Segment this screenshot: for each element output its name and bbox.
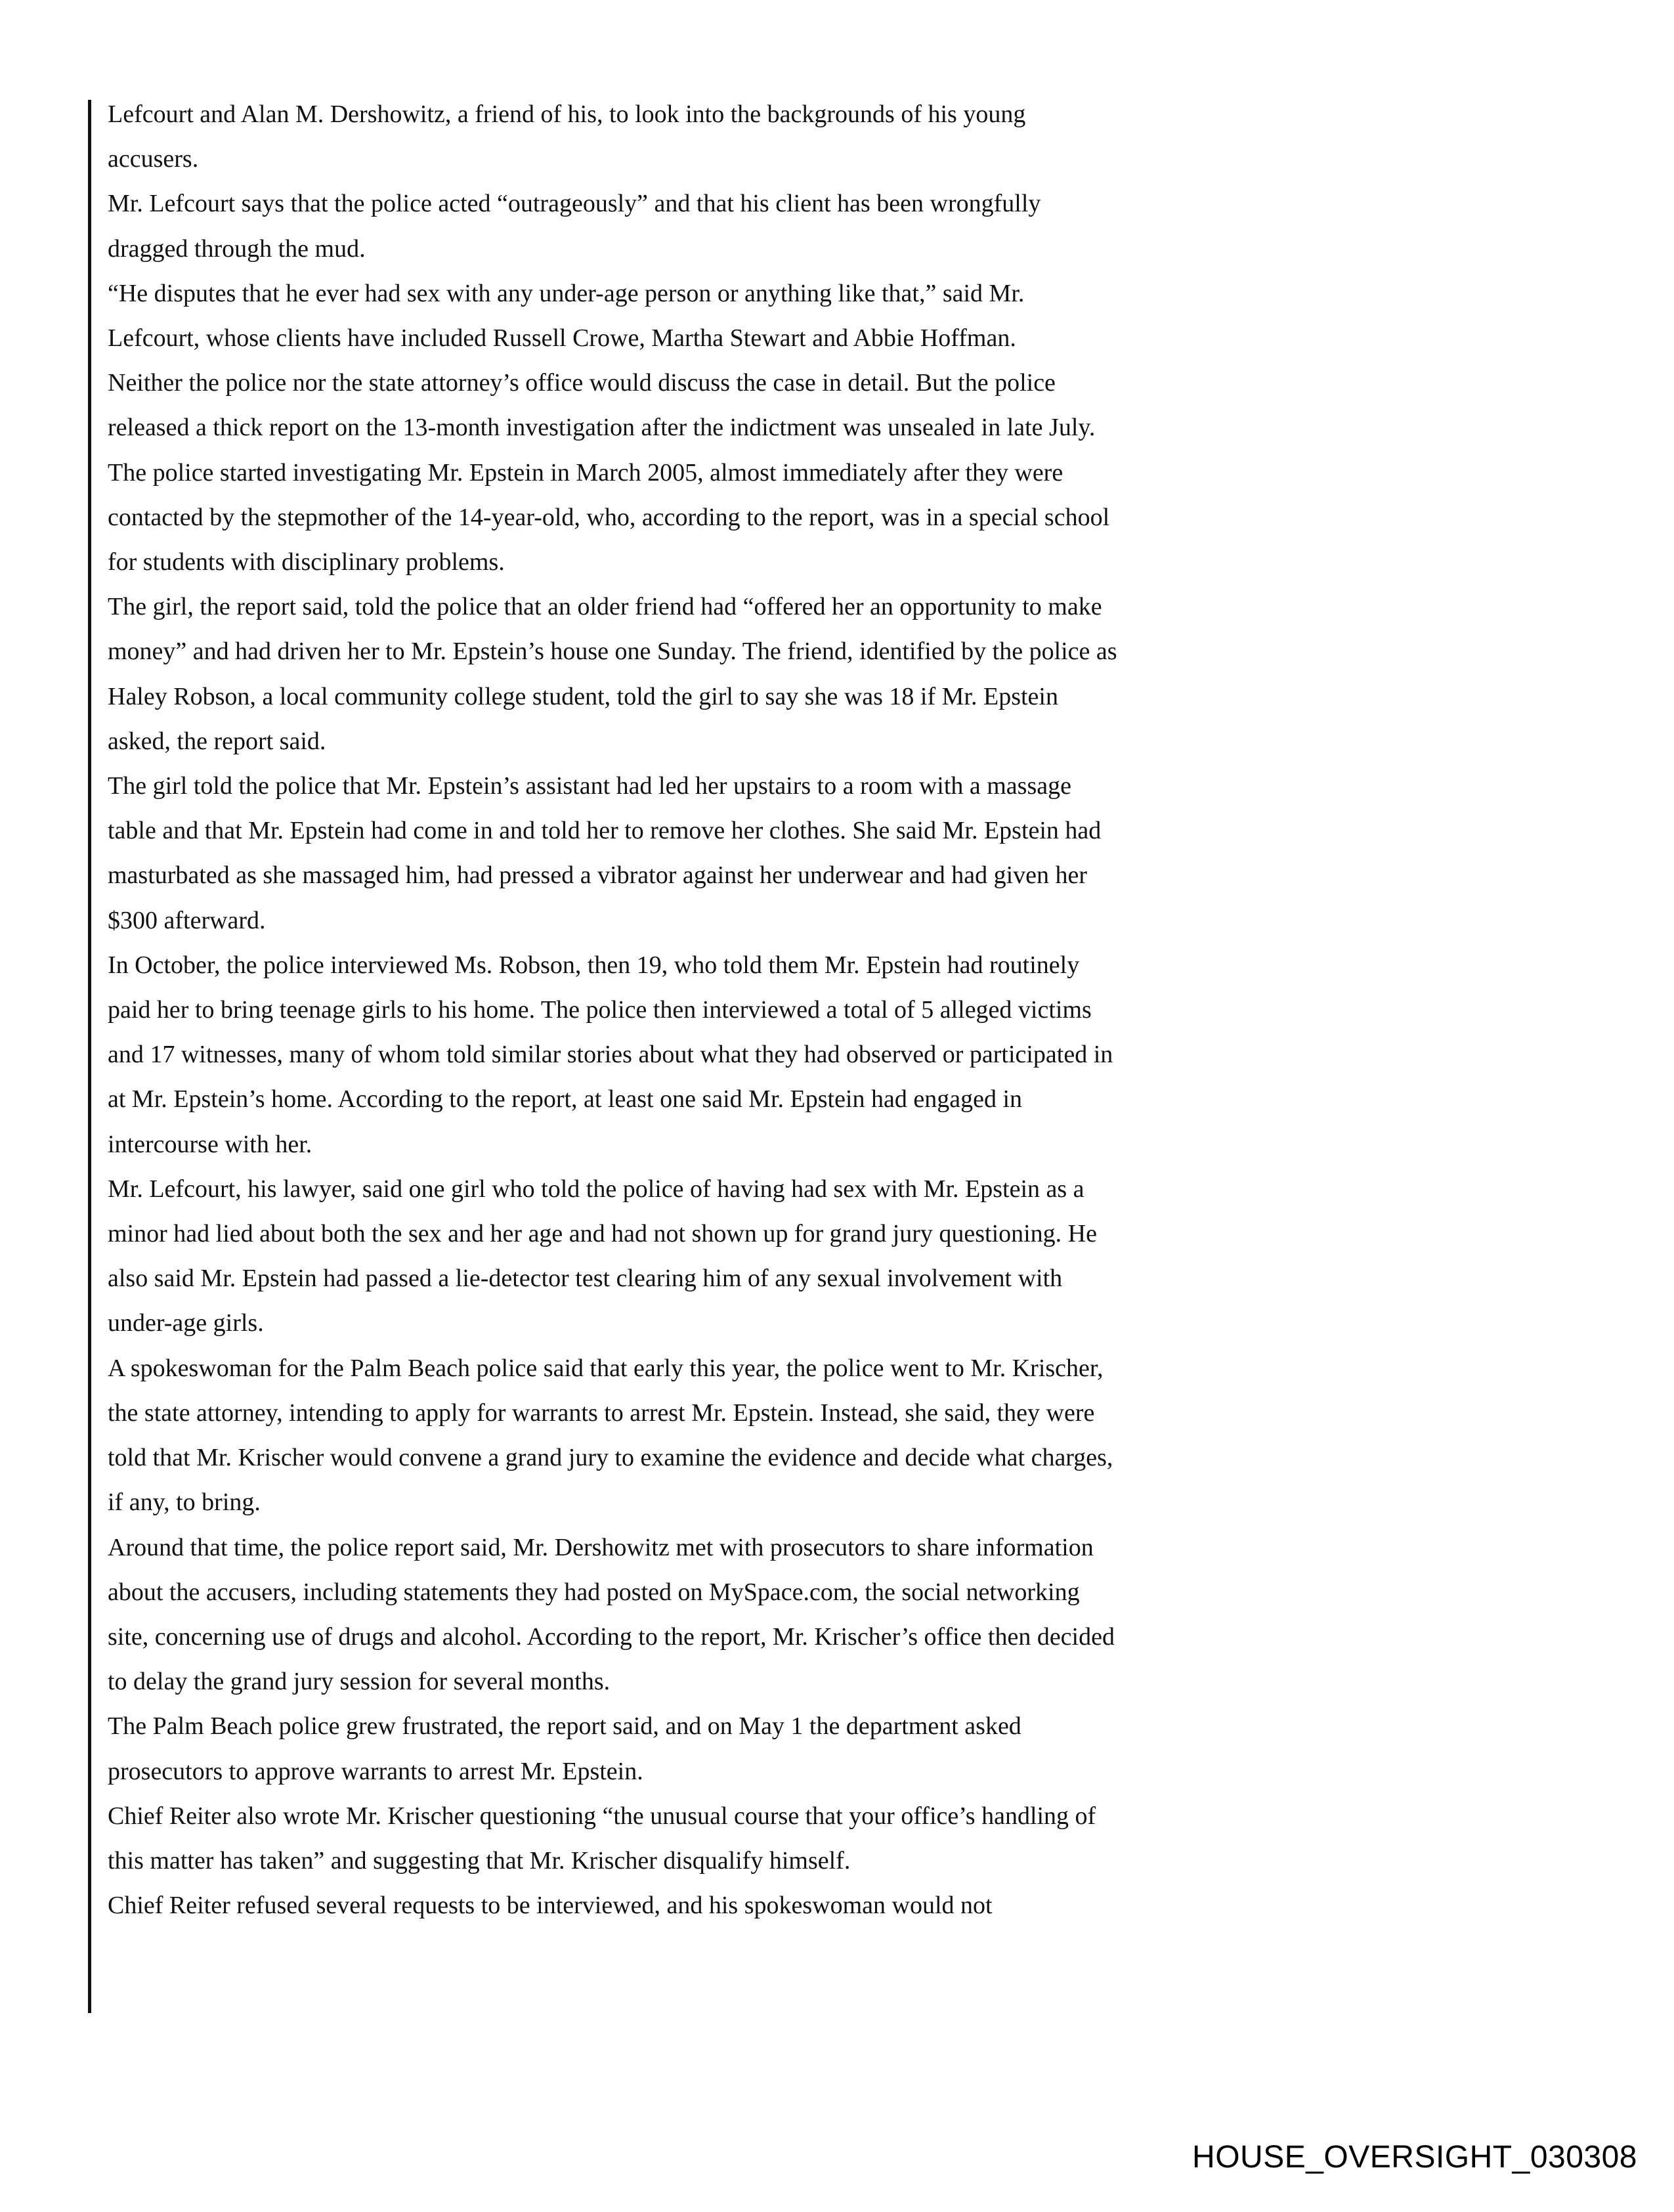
paragraph: Around that time, the police report said, Mr. Dershowitz met with prosecutors to share information about the accusers, including statements they had posted on MySpace.com, the social networking site, concerning use of drugs and alcohol. According to the report, Mr. Krischer’s office then decided to delay the grand jury session for several months. (108, 1533, 1115, 1696)
paragraph: Mr. Lefcourt, his lawyer, said one girl who told the police of having had sex with Mr. Epstein as a minor had lied about both the sex and her age and had not shown up for grand jury questioning. He also said Mr. Epstein had passed a lie-detector test clearing him of any sexual involvement with under-age girls. (108, 1175, 1097, 1337)
paragraph: The girl, the report said, told the police that an older friend had “offered her an opportunity to make money” and had driven her to Mr. Epstein’s house one Sunday. The friend, identified by the police as Haley Robson, a local community college student, told the girl to say she was 18 if Mr. Epstein asked, the report said. (108, 593, 1117, 755)
bates-number: HOUSE_OVERSIGHT_030308 (1192, 2140, 1637, 2175)
paragraph: Chief Reiter also wrote Mr. Krischer questioning “the unusual course that your office’s handling of this matter has taken” and suggesting that Mr. Krischer disqualify himself. (108, 1802, 1096, 1875)
article-body (108, 92, 1119, 1928)
paragraph: Lefcourt and Alan M. Dershowitz, a friend of his, to look into the backgrounds of his young accusers. (108, 100, 1026, 173)
paragraph: Mr. Lefcourt says that the police acted “outrageously” and that his client has been wrongfully dragged through the mud. (108, 190, 1041, 263)
paragraph: A spokeswoman for the Palm Beach police said that early this year, the police went to Mr. Krischer, the state attorney, intending to apply for warrants to arrest Mr. Epstein. Instead, she said, they were told that Mr. Krischer would convene a grand jury to examine the evidence and decide what charges, if any, to bring. (108, 1354, 1113, 1517)
paragraph: The girl told the police that Mr. Epstein’s assistant had led her upstairs to a room with a massage table and that Mr. Epstein had come in and told her to remove her clothes. She said Mr. Epstein had masturbated as she massaged him, had pressed a vibrator against her underwear and had given her $300 afterward. (108, 772, 1102, 934)
paragraph: The police started investigating Mr. Epstein in March 2005, almost immediately after they were contacted by the stepmother of the 14-year-old, who, according to the report, was in a special school for students with disciplinary problems. (108, 458, 1110, 576)
paragraph: Neither the police nor the state attorney’s office would discuss the case in detail. But the police released a thick report on the 13-month investigation after the indictment was unsealed in late July. (108, 369, 1096, 442)
revision-bar (88, 100, 91, 2013)
paragraph: In October, the police interviewed Ms. Robson, then 19, who told them Mr. Epstein had routinely paid her to bring teenage girls to his home. The police then interviewed a total of 5 alleged victims and 17 witnesses, many of whom told similar stories about what they had observed or participated in at Mr. Epstein’s home. According to the report, at least one said Mr. Epstein had engaged in intercourse with her. (108, 951, 1113, 1158)
paragraph: The Palm Beach police grew frustrated, the report said, and on May 1 the department asked prosecutors to approve warrants to arrest Mr. Epstein. (108, 1712, 1021, 1785)
paragraph: “He disputes that he ever had sex with any under-age person or anything like that,” said Mr. Lefcourt, whose clients have included Russell Crowe, Martha Stewart and Abbie Hoffman. (108, 279, 1025, 353)
paragraph: Chief Reiter refused several requests to be interviewed, and his spokeswoman would not (108, 1892, 993, 1920)
